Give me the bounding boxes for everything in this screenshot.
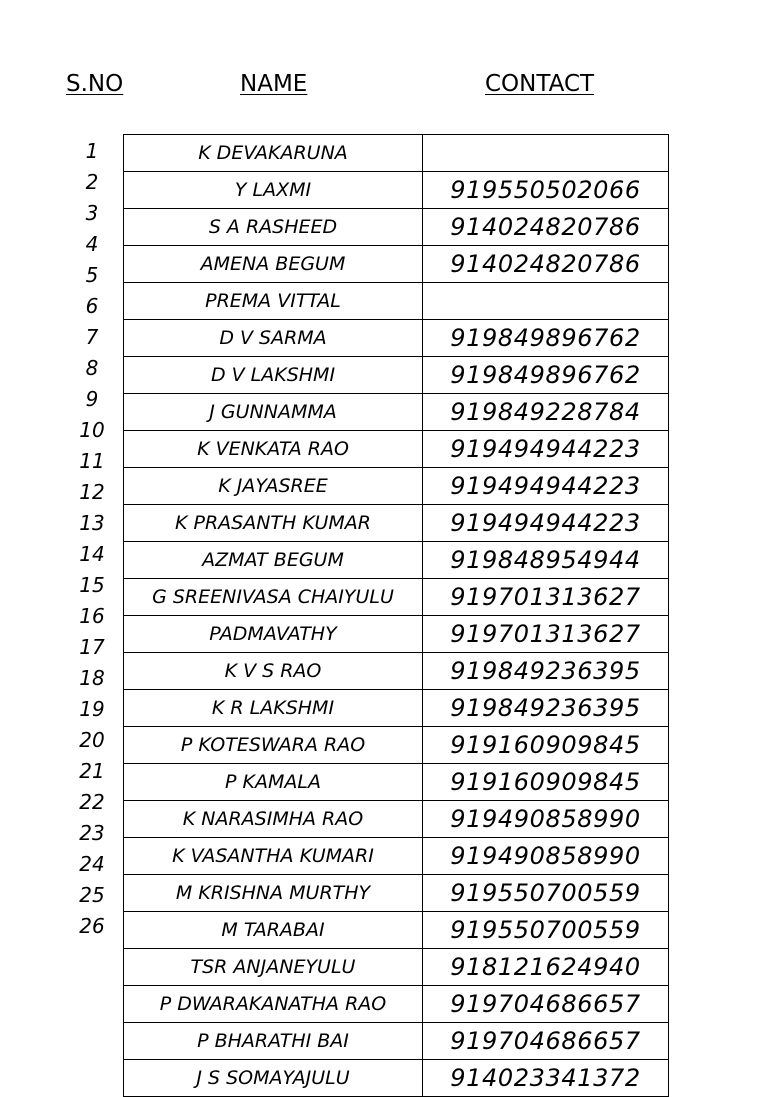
contact-cell: 919849236395	[423, 653, 669, 690]
table-row	[124, 1023, 669, 1060]
contact-cell: 919160909845	[423, 764, 669, 801]
contact-cell: 919704686657	[423, 1023, 669, 1060]
serial-number: 25	[79, 883, 105, 907]
table-row	[124, 394, 669, 431]
contact-cell: 919550502066	[423, 172, 669, 209]
serial-number: 8	[85, 356, 99, 380]
name-cell: K VASANTHA KUMARI	[124, 838, 423, 875]
contact-cell: 919849896762	[423, 320, 669, 357]
serial-number: 17	[79, 635, 105, 659]
sno-header: S.NO	[66, 71, 124, 97]
table-row	[124, 949, 669, 986]
name-cell: AZMAT BEGUM	[124, 542, 423, 579]
serial-number: 22	[79, 790, 105, 814]
table-row	[124, 986, 669, 1023]
name-cell: K JAYASREE	[124, 468, 423, 505]
serial-number-column	[60, 134, 124, 940]
contact-cell	[423, 283, 669, 320]
contact-cell: 919550700559	[423, 875, 669, 912]
name-cell: J GUNNAMMA	[124, 394, 423, 431]
name-cell: J S SOMAYAJULU	[124, 1060, 423, 1097]
serial-number: 11	[79, 449, 105, 473]
serial-number: 9	[85, 387, 99, 411]
name-cell: K PRASANTH KUMAR	[124, 505, 423, 542]
contact-cell: 919160909845	[423, 727, 669, 764]
contact-cell: 919490858990	[423, 838, 669, 875]
name-header: NAME	[240, 71, 308, 97]
table-row	[124, 283, 669, 320]
serial-number: 18	[79, 666, 105, 690]
name-cell: TSR ANJANEYULU	[124, 949, 423, 986]
contact-header: CONTACT	[485, 71, 595, 97]
name-cell: G SREENIVASA CHAIYULU	[124, 579, 423, 616]
contact-cell: 919494944223	[423, 431, 669, 468]
contact-cell	[423, 135, 669, 172]
table-row	[124, 690, 669, 727]
serial-number: 23	[79, 821, 105, 845]
contact-cell: 914024820786	[423, 209, 669, 246]
table-row	[124, 838, 669, 875]
contact-cell: 919550700559	[423, 912, 669, 949]
table-row	[124, 764, 669, 801]
contact-cell: 919701313627	[423, 616, 669, 653]
serial-number: 15	[79, 573, 105, 597]
name-cell: PREMA VITTAL	[124, 283, 423, 320]
table-row	[124, 579, 669, 616]
name-cell: M KRISHNA MURTHY	[124, 875, 423, 912]
contact-cell: 914023341372	[423, 1060, 669, 1097]
table-row	[124, 505, 669, 542]
contact-cell: 919848954944	[423, 542, 669, 579]
name-cell: S A RASHEED	[124, 209, 423, 246]
serial-number: 6	[85, 294, 99, 318]
table-row	[124, 727, 669, 764]
name-cell: K DEVAKARUNA	[124, 135, 423, 172]
name-cell: D V LAKSHMI	[124, 357, 423, 394]
serial-number: 14	[79, 542, 105, 566]
contact-cell: 919494944223	[423, 468, 669, 505]
serial-number: 20	[79, 728, 105, 752]
contact-cell: 919704686657	[423, 986, 669, 1023]
table-row	[124, 320, 669, 357]
serial-number: 12	[79, 480, 105, 504]
table-row	[124, 912, 669, 949]
serial-number: 21	[79, 759, 105, 783]
contact-table	[123, 134, 669, 1097]
name-cell: M TARABAI	[124, 912, 423, 949]
serial-number: 1	[85, 139, 99, 163]
table-row	[124, 468, 669, 505]
table-row	[124, 801, 669, 838]
table-row	[124, 172, 669, 209]
name-cell: K NARASIMHA RAO	[124, 801, 423, 838]
serial-number: 5	[85, 263, 99, 287]
name-cell: P BHARATHI BAI	[124, 1023, 423, 1060]
contact-cell: 919494944223	[423, 505, 669, 542]
table-row	[124, 135, 669, 172]
serial-number: 7	[85, 325, 99, 349]
name-cell: K V S RAO	[124, 653, 423, 690]
table-row	[124, 1060, 669, 1097]
name-cell: K VENKATA RAO	[124, 431, 423, 468]
table-row	[124, 246, 669, 283]
serial-number: 10	[79, 418, 105, 442]
contact-cell: 919701313627	[423, 579, 669, 616]
name-cell: P DWARAKANATHA RAO	[124, 986, 423, 1023]
table-row	[124, 542, 669, 579]
contact-cell: 914024820786	[423, 246, 669, 283]
name-cell: Y LAXMI	[124, 172, 423, 209]
contact-cell: 918121624940	[423, 949, 669, 986]
name-cell: P KOTESWARA RAO	[124, 727, 423, 764]
serial-number: 26	[79, 914, 105, 938]
contact-cell: 919490858990	[423, 801, 669, 838]
name-cell: D V SARMA	[124, 320, 423, 357]
contact-cell: 919849228784	[423, 394, 669, 431]
table-row	[124, 209, 669, 246]
serial-number: 3	[85, 201, 99, 225]
contact-cell: 919849236395	[423, 690, 669, 727]
table-row	[124, 431, 669, 468]
table-row	[124, 653, 669, 690]
table-row	[124, 875, 669, 912]
serial-number: 16	[79, 604, 105, 628]
contact-cell: 919849896762	[423, 357, 669, 394]
name-cell: K R LAKSHMI	[124, 690, 423, 727]
table-row	[124, 616, 669, 653]
serial-number: 19	[79, 697, 105, 721]
serial-number: 2	[85, 170, 99, 194]
serial-number: 4	[85, 232, 99, 256]
name-cell: PADMAVATHY	[124, 616, 423, 653]
name-cell: AMENA BEGUM	[124, 246, 423, 283]
name-cell: P KAMALA	[124, 764, 423, 801]
serial-number: 24	[79, 852, 105, 876]
serial-number: 13	[79, 511, 105, 535]
table-row	[124, 357, 669, 394]
